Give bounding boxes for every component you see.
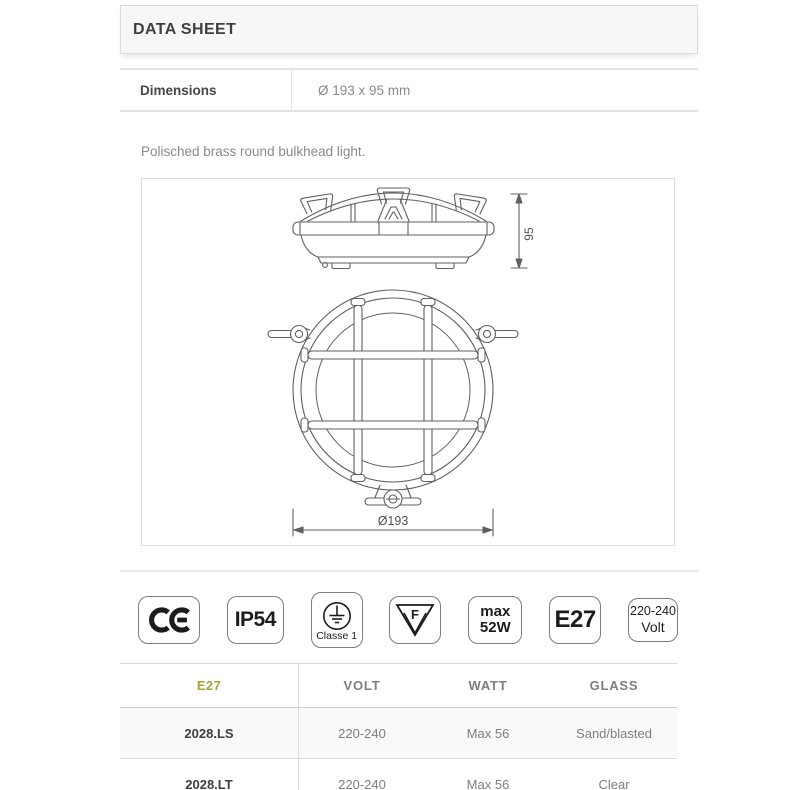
technical-drawing-box [141, 178, 675, 546]
dimensions-row [120, 68, 698, 112]
glass-value: Clear [598, 776, 630, 790]
table-row [120, 708, 677, 759]
dimensions-label: Dimensions [120, 70, 292, 110]
max-wattage-icon: max 52W [468, 596, 522, 644]
section-divider [120, 570, 698, 572]
classe-1-earth-icon [311, 592, 363, 648]
dimensions-value: Ø 193 x 95 mm [318, 82, 411, 98]
col-header-volt: VOLT [343, 678, 381, 693]
f-mark-icon [389, 596, 441, 644]
watt-value: Max 56 [466, 725, 510, 741]
model-code: 2028.LS [120, 708, 299, 758]
guard-tabs [300, 188, 486, 214]
table-row [120, 759, 677, 790]
volt-value: 220-240 [338, 725, 386, 741]
classe-1-label: Classe 1 [316, 629, 358, 642]
side-height-dimension: 95 [522, 227, 536, 241]
page-title: DATA SHEET [133, 20, 237, 38]
voltage-icon: 220-240 Volt [628, 598, 678, 642]
e27-socket-icon: E27 [549, 596, 601, 644]
front-diameter-dimension: Ø193 [377, 514, 409, 528]
watt-value: Max 56 [466, 776, 510, 790]
spec-table-header [120, 663, 677, 708]
ce-mark-icon [138, 596, 200, 644]
f-mark-letter: F [411, 607, 420, 622]
col-header-socket: E27 [120, 664, 299, 707]
spec-table [120, 663, 677, 790]
ip54-rating-icon: IP54 [227, 596, 284, 644]
product-description: Polisched brass round bulkhead light. [141, 144, 366, 159]
certification-icons-row [138, 590, 678, 650]
technical-drawing [142, 179, 674, 545]
glass-value: Sand/blasted [576, 725, 652, 741]
model-code: 2028.LT [120, 759, 299, 790]
volt-value: 220-240 [338, 776, 386, 790]
col-header-glass: GLASS [589, 678, 639, 693]
datasheet-header [120, 5, 698, 54]
col-header-watt: WATT [468, 678, 508, 693]
